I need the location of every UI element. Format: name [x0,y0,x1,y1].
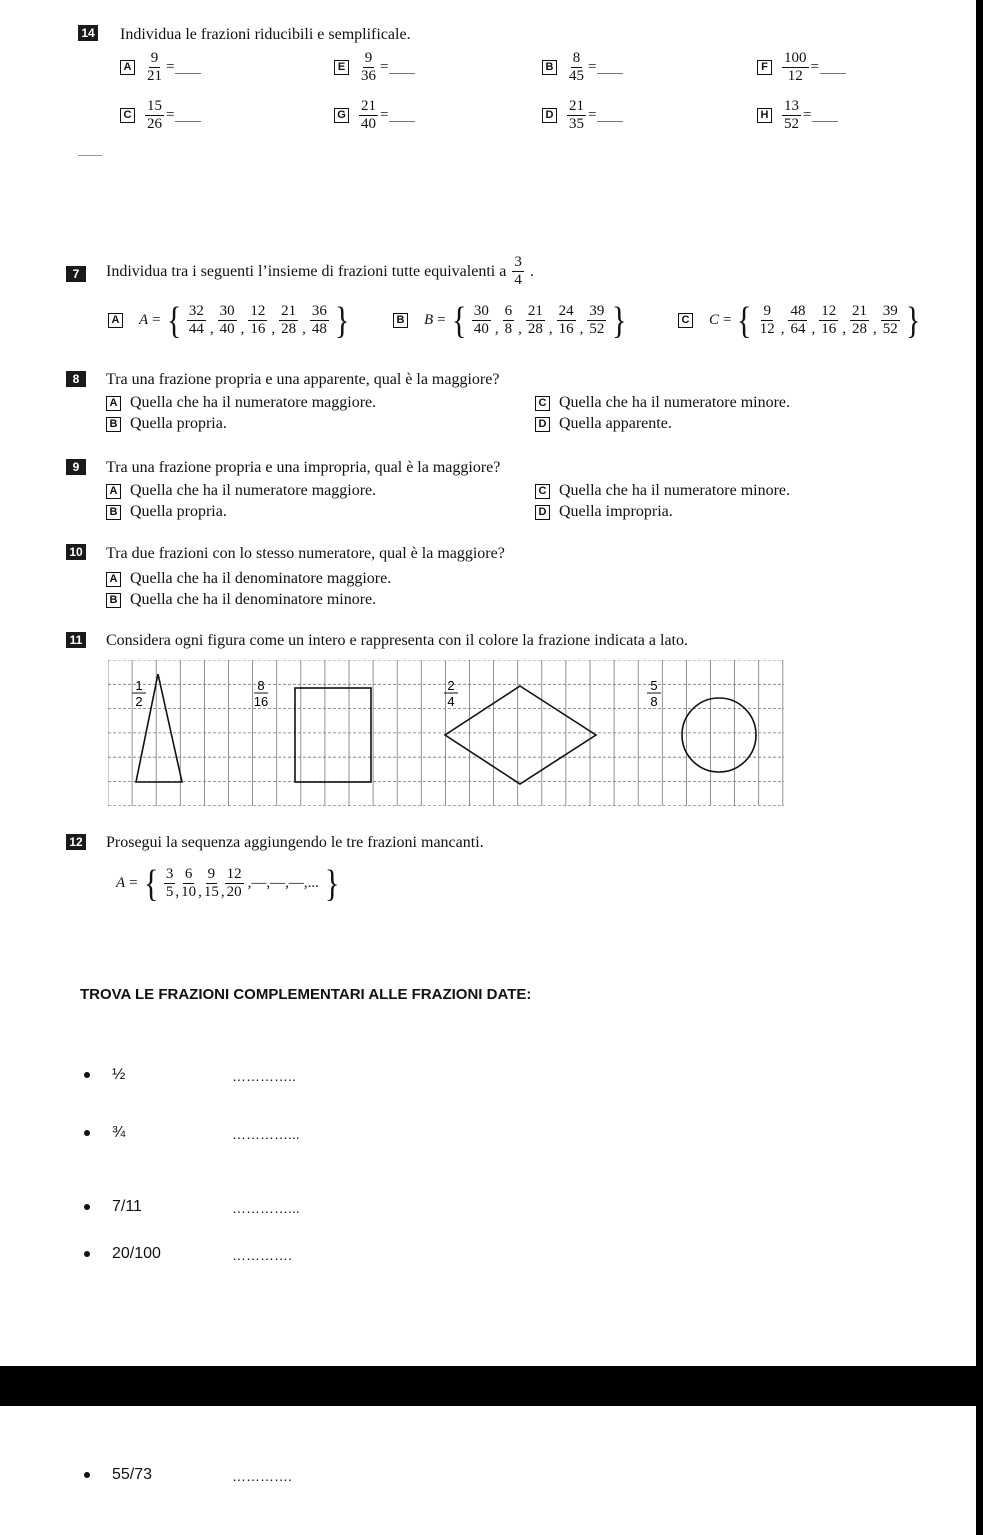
set-name: A [139,312,149,328]
sequence-set: A = { $\frac{3}{5}$ , $\frac{6}{10}$ , $\frac{9}{15}$ , $\frac{12}{20}$ ,—,—,—,... } [116,862,340,905]
sequence-fraction: $\frac{3}{5}$ [165,866,174,900]
fraction: $\frac{39}{52}$ [589,303,605,337]
complementari-fraction: ½ [112,1066,126,1083]
answer-dots[interactable]: …………. [232,1468,292,1484]
exercise-11-badge: 11 [66,632,86,648]
exercise-14-badge: 14 [78,25,98,41]
exercise-14-item [757,50,846,85]
answer-blank[interactable] [597,61,623,74]
option-text: Quella apparente. [559,415,672,432]
square-fraction-numerator: 8 [257,678,265,693]
fraction: $\frac{21}{40}$ [361,98,376,132]
option-letter-box: C [535,396,550,411]
equals-sign: = [803,107,812,123]
fraction: $\frac{100}{12}$ [784,50,807,84]
bullet-icon [84,1472,90,1478]
option-text: Quella che ha il numeratore minore. [559,394,791,411]
fraction: $\frac{39}{52}$ [882,303,898,337]
exercise-12-badge: 12 [66,834,86,850]
fraction: $\frac{32}{44}$ [188,303,204,337]
exercise-14-item [120,98,201,133]
option-letter-box: A [106,396,121,411]
circle-figure [682,698,756,772]
ex10-option-a[interactable] [106,570,391,588]
exercise-9-badge: 9 [66,459,86,475]
fraction: $\frac{21}{35}$ [569,98,584,132]
triangle-fraction-denominator: 2 [135,694,143,709]
exercise-7-set-c: C C = { $\frac{9}{12}$ , $\frac{48}{64}$ , $\frac{12}{16}$ , $\frac{21}{28}$ , $\frac{39}{52}$ } [678,303,922,338]
rhombus-fraction-denominator: 4 [447,694,455,709]
divider [78,155,102,156]
option-text: Quella che ha il denominatore minore. [130,591,377,608]
complementari-fraction: ¾ [112,1124,126,1141]
fraction: $\frac{9}{36}$ [361,50,376,84]
fraction: $\frac{13}{52}$ [784,98,799,132]
ex8-option-d[interactable] [535,415,672,433]
triangle-figure [136,674,182,782]
complementari-fraction: 20/100 [112,1245,161,1262]
answer-dots[interactable]: …………... [232,1126,300,1142]
exercise-10-title: Tra due frazioni con lo stesso numeratore, qual è la maggiore? [106,545,505,562]
bullet-icon [84,1251,90,1257]
complementari-fraction: 55/73 [112,1466,153,1483]
exercise-14-title: Individua le frazioni riducibili e semplificale. [120,26,411,43]
exercise-10-badge: 10 [66,544,86,560]
fraction: $\frac{21}{28}$ [527,303,543,337]
option-text: Quella propria. [130,415,227,432]
exercise-7-set-b: B B = { $\frac{30}{40}$ , $\frac{6}{8}$ , $\frac{21}{28}$ , $\frac{24}{16}$ , $\frac{39}{52}$ } [393,303,629,338]
fraction: $\frac{8}{45}$ [569,50,584,84]
exercise-7-title: Individua tra i seguenti l’insieme di frazioni tutte equivalenti a $\frac{3}{4}$ . [106,254,534,288]
option-letter-box: B [106,505,121,520]
option-letter-box: H [757,108,772,123]
rhombus-fraction-numerator: 2 [447,678,455,693]
square-figure [295,688,371,782]
fraction: $\frac{6}{8}$ [504,303,513,337]
circle-fraction-denominator: 8 [650,694,658,709]
fraction: $\frac{30}{40}$ [473,303,489,337]
ex10-option-b[interactable] [106,591,376,609]
ex9-option-b[interactable] [106,503,227,521]
exercise-8-title: Tra una frazione propria e una apparente, qual è la maggiore? [106,371,500,388]
fraction: $\frac{21}{28}$ [281,303,297,337]
square-fraction-denominator: 16 [253,694,269,709]
complementari-item [84,1066,296,1084]
fraction: $\frac{48}{64}$ [790,303,806,337]
complementari-heading: TROVA LE FRAZIONI COMPLEMENTARI ALLE FRAZIONI DATE: [80,986,532,1003]
option-text: Quella che ha il numeratore maggiore. [130,482,377,499]
answer-dots[interactable]: …………... [232,1200,300,1216]
exercise-11-title: Considera ogni figura come un intero e rappresenta con il colore la frazione indicata a lato. [106,632,688,649]
sequence-tail: ,—,—,—,... [247,875,319,891]
exercise-14-item [334,98,415,133]
option-letter-box: B [393,313,408,328]
exercise-14-item [542,50,623,85]
fraction: $\frac{12}{16}$ [250,303,266,337]
answer-blank[interactable] [597,109,623,122]
answer-blank[interactable] [175,109,201,122]
option-letter-box: G [334,108,349,123]
fraction: $\frac{12}{16}$ [821,303,837,337]
black-band [0,1366,983,1406]
option-letter-box: C [120,108,135,123]
complementari-item [84,1245,292,1263]
option-text: Quella impropria. [559,503,673,520]
exercise-9-title: Tra una frazione propria e una impropria, qual è la maggiore? [106,459,501,476]
exercise-8-badge: 8 [66,371,86,387]
fraction: $\frac{21}{28}$ [851,303,867,337]
equals-sign: = [810,59,819,75]
option-text: Quella che ha il denominatore maggiore. [130,570,392,587]
sequence-fraction: $\frac{9}{15}$ [203,866,219,900]
complementari-item [84,1466,292,1484]
fraction: $\frac{36}{48}$ [311,303,327,337]
bullet-icon [84,1072,90,1078]
target-fraction: $\frac{3}{4}$ [514,254,522,288]
bullet-icon [84,1204,90,1210]
exercise-12-title: Prosegui la sequenza aggiungendo le tre frazioni mancanti. [106,834,484,851]
option-letter-box: D [542,108,557,123]
equals-sign: = [588,59,597,75]
fraction: $\frac{24}{16}$ [558,303,574,337]
answer-blank[interactable] [389,61,415,74]
option-letter-box: A [108,313,123,328]
exercise-7-badge: 7 [66,266,86,282]
option-text: Quella che ha il numeratore maggiore. [130,394,377,411]
fraction: $\frac{9}{12}$ [759,303,775,337]
exercise-14-item [334,50,415,85]
option-letter-box: A [120,60,135,75]
option-letter-box: A [106,572,121,587]
option-letter-box: A [106,484,121,499]
option-letter-box: C [535,484,550,499]
answer-blank[interactable] [389,109,415,122]
exercise-14-item [757,98,838,133]
exercise-14-item [120,50,201,85]
circle-fraction-numerator: 5 [650,678,658,693]
figure-grid [108,660,784,806]
fraction: $\frac{15}{26}$ [147,98,162,132]
option-letter-box: B [542,60,557,75]
bullet-icon [84,1130,90,1136]
fraction: $\frac{30}{40}$ [219,303,235,337]
ex9-option-a[interactable] [106,482,376,500]
option-letter-box: F [757,60,772,75]
option-letter-box: D [535,505,550,520]
equals-sign: = [166,107,175,123]
answer-blank[interactable] [812,109,838,122]
answer-dots[interactable]: ………….. [232,1068,296,1084]
option-letter-box: D [535,417,550,432]
exercise-14-item [542,98,623,133]
set-name: C [709,312,720,328]
rhombus-figure [445,686,596,784]
answer-blank[interactable] [820,61,846,74]
exercise-7-title-text: Individua tra i seguenti l’insieme di frazioni tutte equivalenti a [106,262,507,280]
answer-blank[interactable] [175,61,201,74]
option-letter-box: C [678,313,693,328]
triangle-fraction-numerator: 1 [135,678,143,693]
complementari-fraction: 7/11 [112,1198,142,1215]
right-edge-bar [976,0,983,1535]
fraction: $\frac{9}{21}$ [147,50,162,84]
equals-sign: = [588,107,597,123]
equals-sign: = [380,107,389,123]
equals-sign: = [166,59,175,75]
equals-sign: = [380,59,389,75]
ex9-option-d[interactable] [535,503,673,521]
option-letter-box: E [334,60,349,75]
sequence-fraction: $\frac{6}{10}$ [181,866,197,900]
sequence-fraction: $\frac{12}{20}$ [226,866,242,900]
option-text: Quella che ha il numeratore minore. [559,482,791,499]
ex9-option-c[interactable] [535,482,790,500]
option-letter-box: B [106,417,121,432]
option-letter-box: B [106,593,121,608]
complementari-item [84,1198,300,1216]
option-text: Quella propria. [130,503,227,520]
exercise-7-set-a: A A = { $\frac{32}{44}$ , $\frac{30}{40}$ , $\frac{12}{16}$ , $\frac{21}{28}$ , $\frac{36}{48}$ } [108,303,351,338]
ex8-option-b[interactable] [106,415,227,433]
complementari-item [84,1124,300,1142]
answer-dots[interactable]: …………. [232,1247,292,1263]
sequence-name: A [116,875,126,891]
set-name: B [424,312,434,328]
ex8-option-c[interactable] [535,394,790,412]
ex8-option-a[interactable] [106,394,376,412]
